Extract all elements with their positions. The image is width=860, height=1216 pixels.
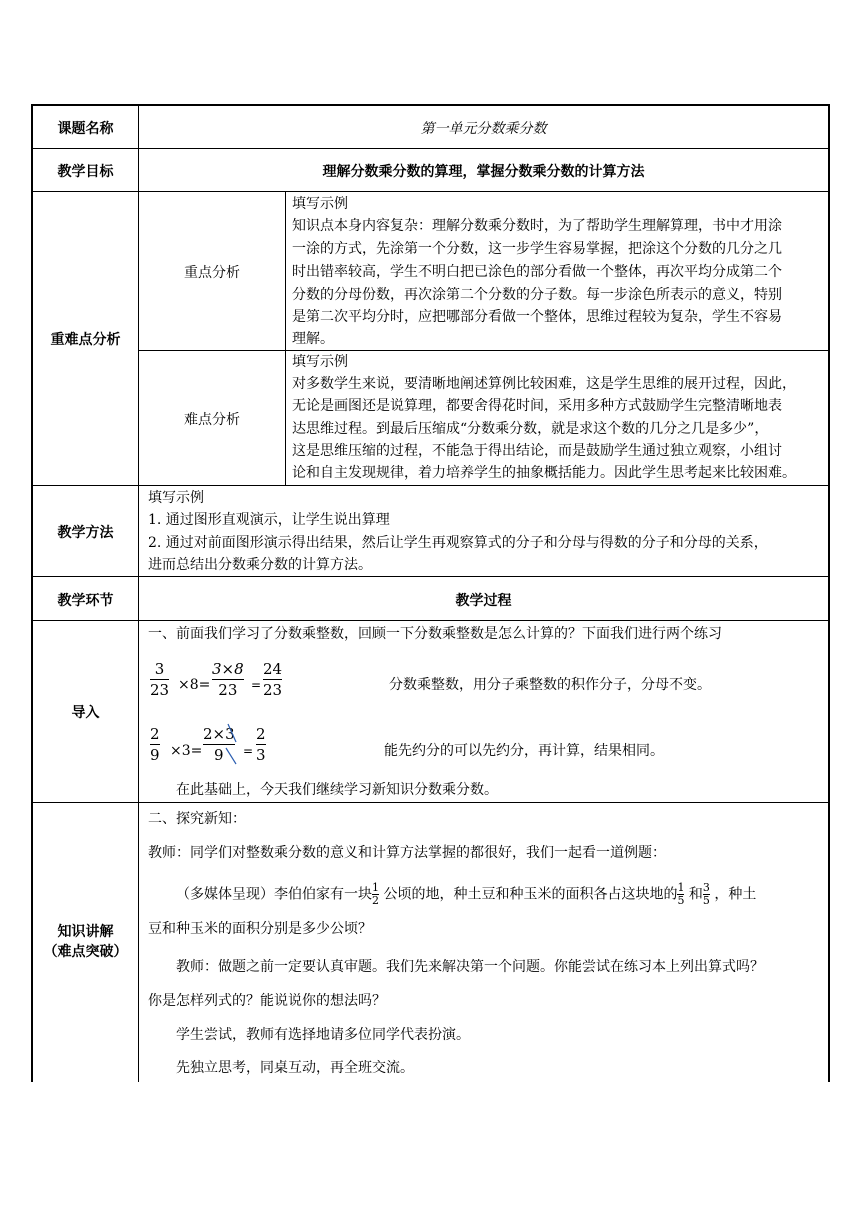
- difficulty-label: 重难点分析: [50, 332, 121, 348]
- text-line: 分数的分母份数，再次涂第二个分数的分子数。每一步涂色所表示的意义，特别: [292, 287, 782, 303]
- table-border-right: [828, 104, 830, 1082]
- hard-point-label: 难点分析: [184, 412, 240, 428]
- knowledge-line: 豆和种玉米的面积分别是多少公顷？: [148, 921, 372, 937]
- knowledge-line: 先独立思考，同桌互动，再全班交流。: [176, 1060, 414, 1076]
- objective-value: 理解分数乘分数的算理，掌握分数乘分数的计算方法: [322, 164, 645, 180]
- fraction: 2×3 9: [203, 725, 235, 764]
- intro-closing: 在此基础上，今天我们继续学习新知识分数乘分数。: [176, 782, 498, 798]
- key-point-label: 重点分析: [184, 265, 240, 281]
- operator: ×8=: [178, 677, 211, 693]
- text-line: 一涂的方式，先涂第一个分数，这一步学生容易掌握，把涂这个分数的几分之几: [292, 241, 782, 257]
- text-line: 填写示例: [292, 354, 348, 370]
- fraction: 3 23: [150, 660, 170, 699]
- row-divider: [31, 148, 829, 149]
- knowledge-line: 学生尝试，教师有选择地请多位同学代表扮演。: [176, 1027, 470, 1043]
- row-divider: [31, 802, 829, 803]
- intro-note-1: 分数乘整数，用分子乘整数的积作分子，分母不变。: [389, 677, 711, 693]
- text-line: 2. 通过对前面图形演示得出结果，然后让学生再观察算式的分子和分母与得数的分子和分母的关系，: [148, 535, 768, 551]
- text-line: 无论是画图还是说算理，都要舍得花时间，采用多种方式鼓励学生完整清晰地表: [292, 398, 782, 414]
- row-divider: [31, 485, 829, 486]
- column-divider: [285, 191, 286, 485]
- text-line: 填写示例: [292, 196, 348, 212]
- text-line: 对多数学生来说，要清晰地阐述算例比较困难，这是学生思维的展开过程，因此，: [292, 376, 796, 392]
- text-line: 达思维过程。到最后压缩成“分数乘分数，就是求这个数的几分之几是多少”，: [292, 421, 769, 437]
- text-line: 知识点本身内容复杂：理解分数乘分数时，为了帮助学生理解算理，书中才用涂: [292, 218, 782, 234]
- knowledge-label: [33, 922, 138, 962]
- knowledge-line: 教师：做题之前一定要认真审题。我们先来解决第一个问题。你能尝试在练习本上列出算式吗？: [176, 959, 764, 975]
- knowledge-line: 二、探究新知：: [148, 811, 246, 827]
- intro-line: 一、前面我们学习了分数乘整数，回顾一下分数乘整数是怎么计算的？下面我们进行两个练习: [148, 626, 722, 642]
- intro-note-2: 能先约分的可以先约分，再计算，结果相同。: [384, 743, 664, 759]
- intro-label: 导入: [71, 705, 100, 721]
- fraction: 2 3: [256, 725, 266, 764]
- objective-label: 教学目标: [57, 164, 114, 180]
- topic-value: 第一单元分数乘分数: [420, 121, 547, 137]
- fraction: 3×8 23: [212, 660, 244, 699]
- fraction: 2 9: [150, 725, 160, 764]
- fraction: $\frac{3}{5}$: [702, 881, 710, 907]
- fraction: $\frac{1}{2}$: [372, 881, 379, 907]
- knowledge-label-line: 知识讲解: [57, 924, 114, 940]
- topic-label: 课题名称: [57, 121, 114, 137]
- table-border-top: [31, 104, 829, 106]
- process-header: 教学过程: [455, 593, 512, 609]
- knowledge-line: 你是怎样列式的？能说说你的想法吗？: [148, 993, 386, 1009]
- fraction: 24 23: [263, 660, 283, 699]
- row-divider: [31, 620, 829, 621]
- text-line: 论和自主发现规律，着力培养学生的抽象概括能力。因此学生思考起来比较困难。: [292, 465, 796, 481]
- row-divider: [138, 350, 829, 351]
- text-line: 1. 通过图形直观演示，让学生说出算理: [148, 512, 390, 528]
- knowledge-example-line: （多媒体呈现）李伯伯家有一块 $\frac{1}{2}$ 公顷的地，种土豆和种玉米的面积各占这块地的 $\frac{1}{5}$ 和 $\frac{3}{5}$ ，种土: [176, 881, 757, 907]
- equals: =: [251, 678, 262, 692]
- text-line: 时出错率较高，学生不明白把已涂色的部分看做一个整体，再次平均分成第二个: [292, 264, 782, 280]
- method-label: 教学方法: [57, 525, 114, 541]
- text-line: 是第二次平均分时，应把哪部分看做一个整体，思维过程较为复杂，学生不容易: [292, 309, 782, 325]
- text-line: 理解。: [292, 331, 334, 347]
- row-divider: [31, 576, 829, 577]
- knowledge-label-line: （难点突破）: [43, 944, 128, 960]
- fraction: $\frac{1}{5}$: [677, 881, 685, 907]
- row-divider: [31, 191, 829, 192]
- text-line: 填写示例: [148, 490, 204, 506]
- text-line: 进而总结出分数乘分数的计算方法。: [148, 557, 372, 573]
- operator: ×3=: [170, 743, 203, 759]
- equals: =: [243, 744, 254, 758]
- text-line: 这是思维压缩的过程，不能急于得出结论，而是鼓励学生通过独立观察，小组讨: [292, 443, 782, 459]
- process-label: 教学环节: [57, 593, 114, 609]
- knowledge-line: 教师：同学们对整数乘分数的意义和计算方法掌握的都很好，我们一起看一道例题：: [148, 845, 666, 861]
- cancel-mark-icon: [224, 722, 242, 768]
